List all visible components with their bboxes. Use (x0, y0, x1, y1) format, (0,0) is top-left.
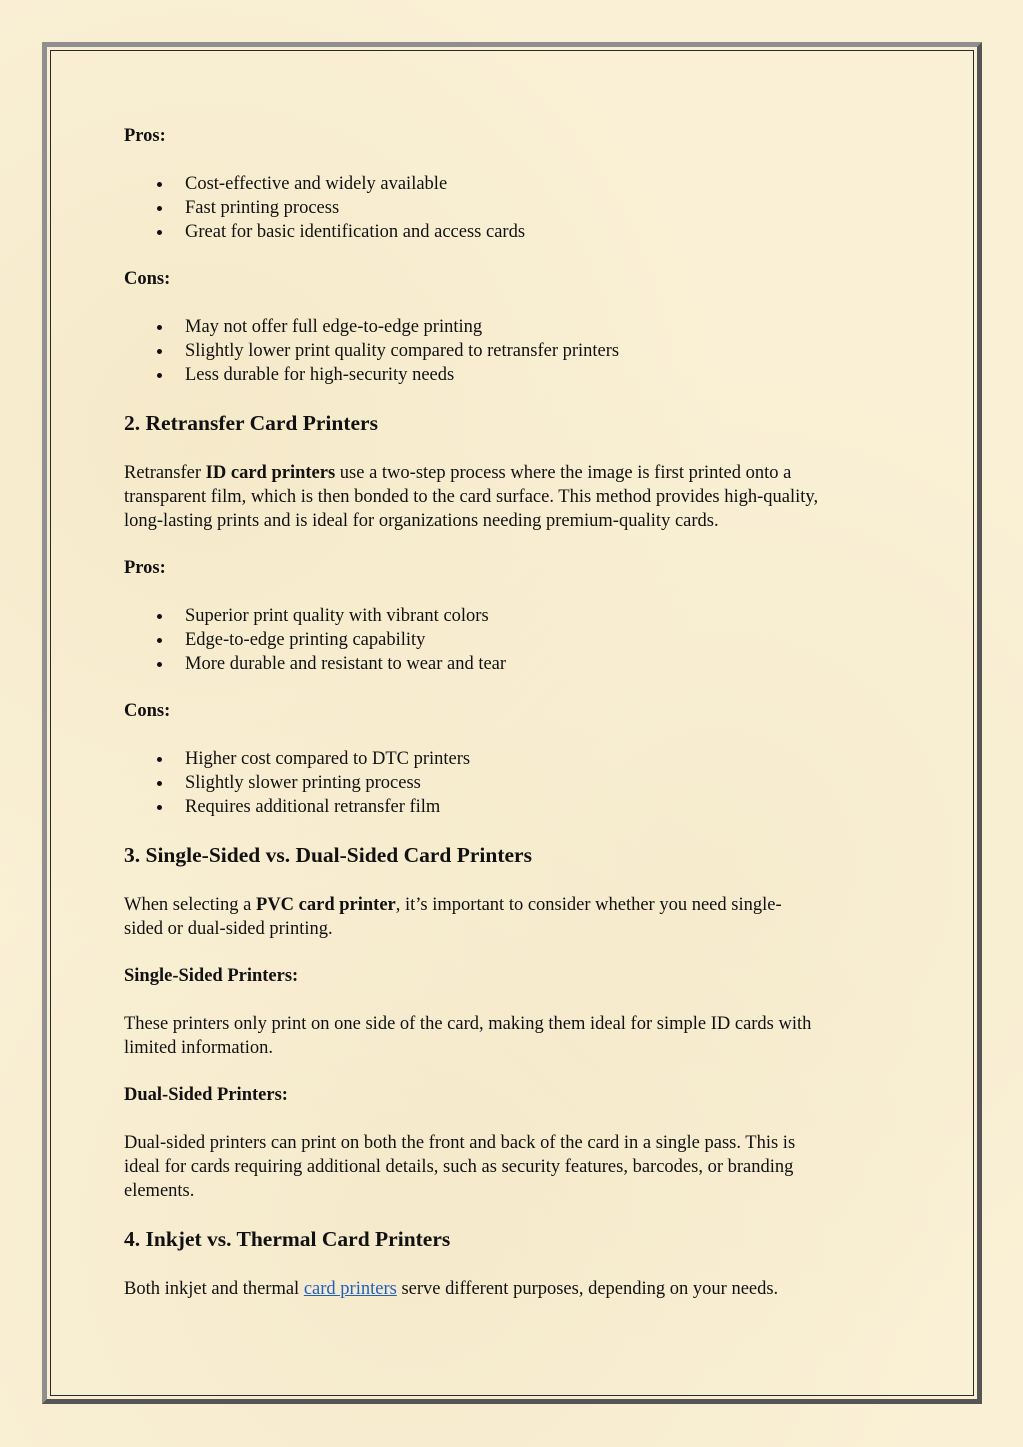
list-item: Superior print quality with vibrant colors (124, 604, 506, 628)
pros-list (124, 604, 506, 676)
list-item: Cost-effective and widely available (124, 172, 525, 196)
dual-sided-paragraph (124, 1131, 914, 1203)
single-sided-paragraph (124, 1012, 914, 1060)
text-line: long-lasting prints and is ideal for organizations needing premium-quality cards. (124, 511, 719, 531)
text-line: Retransfer ID card printers use a two-step process where the image is first printed onto a (124, 463, 792, 483)
subheading: Single-Sided Printers: (124, 966, 299, 986)
list-item: Higher cost compared to DTC printers (124, 747, 470, 771)
text-line: elements. (124, 1181, 195, 1201)
list-item: Slightly lower print quality compared to retransfer printers (124, 339, 619, 363)
pros-label: Pros: (124, 558, 166, 578)
cons-list (124, 315, 619, 387)
pros-list (124, 172, 525, 244)
list-item: Great for basic identification and access cards (124, 220, 525, 244)
bold-term: ID card printers (205, 463, 336, 483)
list-item: Less durable for high-security needs (124, 363, 619, 387)
subheading: Dual-Sided Printers: (124, 1085, 288, 1105)
text-segment: Both inkjet and thermal (124, 1279, 304, 1299)
text-line: transparent film, which is then bonded to the card surface. This method provides high-quality, (124, 487, 819, 507)
cons-label: Cons: (124, 269, 171, 289)
text-line: These printers only print on one side of the card, making them ideal for simple ID cards with (124, 1014, 812, 1034)
list-item: More durable and resistant to wear and tear (124, 652, 506, 676)
retransfer-paragraph (124, 461, 914, 533)
list-item: Edge-to-edge printing capability (124, 628, 506, 652)
bold-term: PVC card printer (256, 895, 396, 915)
text-line: When selecting a PVC card printer, it’s important to consider whether you need single- (124, 895, 782, 915)
pros-label: Pros: (124, 126, 166, 146)
list-item: Slightly slower printing process (124, 771, 470, 795)
card-printers-link[interactable]: card printers (303, 1279, 397, 1299)
list-item: Requires additional retransfer film (124, 795, 470, 819)
text-line: sided or dual-sided printing. (124, 919, 333, 939)
section-heading: 4. Inkjet vs. Thermal Card Printers (124, 1227, 451, 1251)
cons-label: Cons: (124, 701, 171, 721)
list-item: May not offer full edge-to-edge printing (124, 315, 619, 339)
pvc-paragraph (124, 893, 914, 941)
section-heading: 2. Retransfer Card Printers (124, 411, 378, 435)
section-heading: 3. Single-Sided vs. Dual-Sided Card Printers (124, 843, 532, 867)
text-line: limited information. (124, 1038, 274, 1058)
text-line: ideal for cards requiring additional details, such as security features, barcodes, or branding (124, 1157, 794, 1177)
text-segment: serve different purposes, depending on your needs. (396, 1279, 779, 1299)
text-line: Dual-sided printers can print on both the front and back of the card in a single pass. This is (124, 1133, 796, 1153)
inkjet-thermal-paragraph (124, 1277, 914, 1301)
list-item: Fast printing process (124, 196, 525, 220)
cons-list (124, 747, 470, 819)
